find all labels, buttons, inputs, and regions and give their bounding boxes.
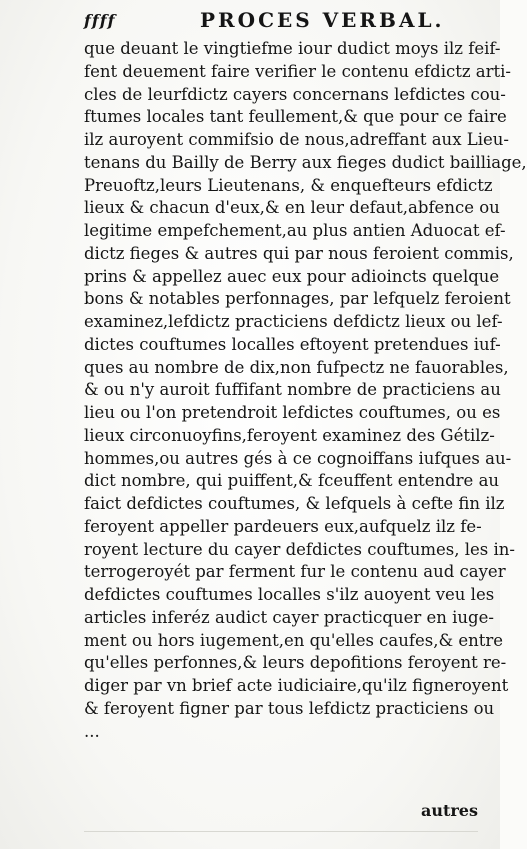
text-line: legitime empefchement,au plus antien Aduocat ef- (84, 221, 506, 240)
running-title: PROCES VERBAL. (200, 8, 445, 32)
text-line: ... (84, 721, 100, 741)
text-line: feroyent appeller pardeuers eux,aufquelz ilz fe- (84, 516, 482, 536)
text-line: dictz fieges & autres qui par nous feroient commis, (84, 243, 514, 263)
folio-signature: ffff (84, 11, 116, 30)
text-line: cles de leurfdictz cayers concernans lefdictes cou- (84, 84, 506, 104)
text-line: ilz auroyent commifsio de nous,adreffant aux Lieu- (84, 130, 509, 149)
page-edge-rule (84, 831, 478, 832)
text-line: ques au nombre de dix,non fufpectz ne fauorables, (84, 357, 509, 377)
text-line: & ou n'y auroit fuffifant nombre de practiciens au (84, 380, 501, 400)
text-line: fent deuement faire verifier le contenu efdictz arti- (84, 61, 511, 81)
text-line: Preuoftz,leurs Lieutenans, & enquefteurs efdictz (84, 175, 493, 195)
text-line: terrogeroyét par ferment fur le contenu aud cayer (84, 562, 506, 582)
text-line: articles inferéz audict cayer practicquer en iuge- (84, 607, 494, 627)
text-line: defdictes couftumes localles s'ilz auoyent veu les (84, 585, 495, 604)
text-line: faict defdictes couftumes, & lefquels à cefte fin ilz (84, 494, 505, 513)
text-line: lieux & chacun d'eux,& en leur defaut,abfence ou (84, 198, 500, 218)
text-line: hommes,ou autres gés à ce cognoiffans iufques au- (84, 448, 512, 468)
catchword: autres (420, 801, 478, 820)
text-line: tenans du Bailly de Berry aux fieges dudict bailliage, (84, 152, 527, 172)
text-block (84, 38, 527, 743)
text-line: ment ou hors iugement,en qu'elles caufes,& entre (84, 630, 504, 650)
text-line: dictes couftumes localles eftoyent pretendues iuf- (84, 334, 501, 354)
text-line: lieu ou l'on pretendroit lefdictes couftumes, ou es (84, 403, 501, 422)
page-header (84, 8, 464, 40)
text-line: qu'elles perfonnes,& leurs depofitions feroyent re- (84, 653, 507, 673)
text-line: ftumes locales tant feullement,& que pour ce faire (84, 107, 507, 127)
text-line: & feroyent figner par tous lefdictz practiciens ou (84, 698, 495, 718)
text-line: royent lecture du cayer defdictes couftumes, les in- (84, 539, 515, 559)
text-line: dict nombre, qui puiffent,& fceuffent entendre au (84, 471, 500, 491)
text-line: diger par vn brief acte iudiciaire,qu'ilz figneroyent (84, 676, 509, 695)
text-line: lieux circonuoyfins,feroyent examinez des Gétilz- (84, 425, 495, 445)
text-line: que deuant le vingtiefme iour dudict moys ilz feif- (84, 39, 501, 58)
text-line: prins & appellez auec eux pour adioincts quelque (84, 266, 500, 286)
text-line: examinez,lefdictz practiciens defdictz lieux ou lef- (84, 312, 503, 331)
text-line: bons & notables perfonnages, par lefquelz feroient (84, 289, 511, 309)
